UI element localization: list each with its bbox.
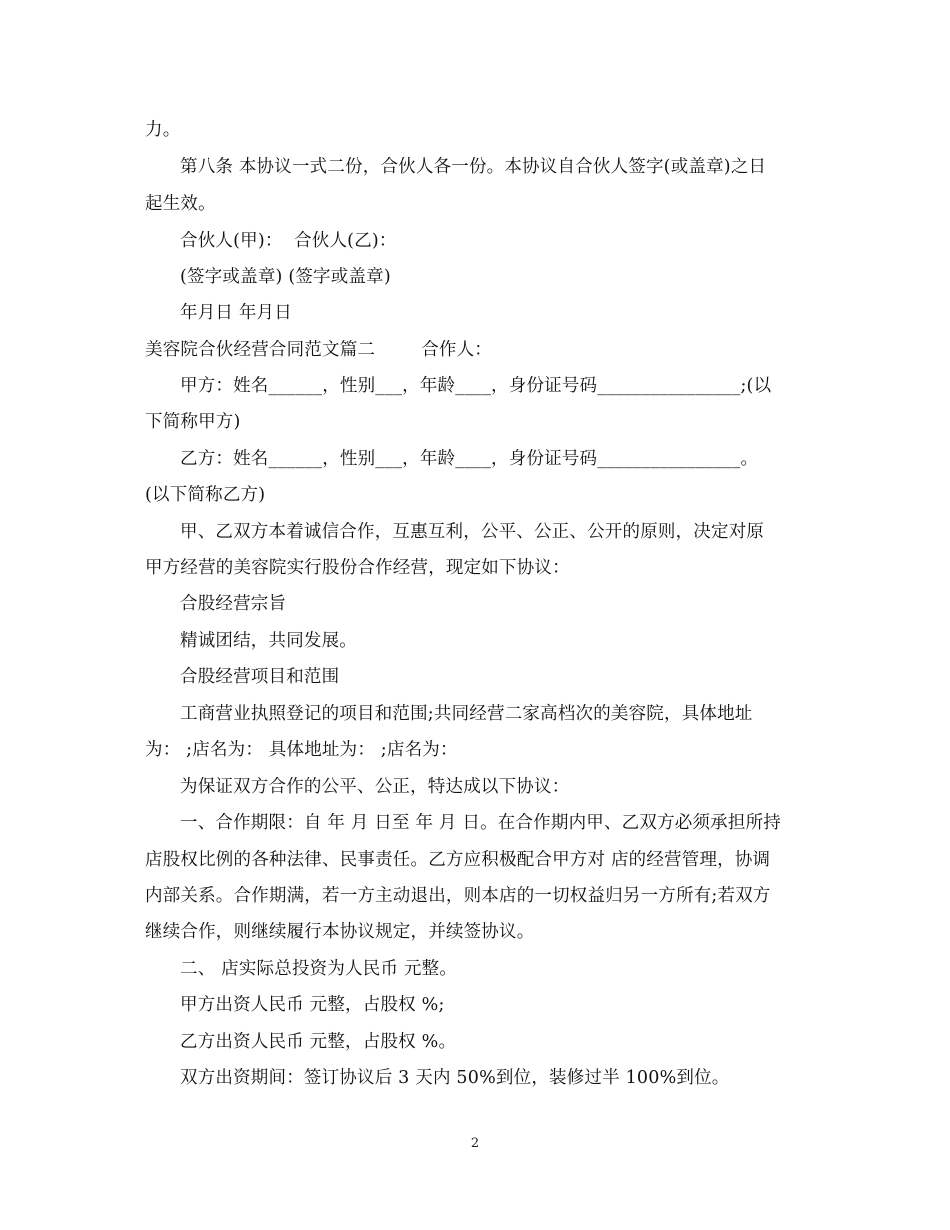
page-number: 2 xyxy=(470,1136,480,1151)
text-line: 双方出资期间：签订协议后 3 天内 50%到位，装修过半 100%到位。 xyxy=(180,1068,730,1088)
text-line: 为： ;店名为： 具体地址为： ;店名为： xyxy=(145,740,458,760)
text-line: (以下简称乙方) xyxy=(145,485,266,505)
text-line: 年月日 年月日 xyxy=(180,303,292,323)
text-line: 力。 xyxy=(145,120,181,140)
text-line: 为保证双方合作的公平、公正，特达成以下协议： xyxy=(180,777,570,797)
text-line: 起生效。 xyxy=(145,194,216,214)
text-line: 合股经营宗旨 xyxy=(180,594,287,614)
section-heading: 美容院合伙经营合同范文篇二 合作人： xyxy=(145,340,493,360)
text-line: 二、 店实际总投资为人民币 元整。 xyxy=(180,959,458,979)
text-line: 甲方经营的美容院实行股份合作经营，现定如下协议： xyxy=(145,558,570,578)
text-line: 合伙人(甲)： 合伙人(乙)： xyxy=(180,231,397,251)
text-line: 合股经营项目和范围 xyxy=(180,667,340,687)
text-line: 甲方出资人民币 元整，占股权 %; xyxy=(180,995,445,1015)
text-line: (签字或盖章) (签字或盖章) xyxy=(180,267,391,287)
text-line: 下简称甲方) xyxy=(145,412,241,432)
text-line: 乙方：姓名______，性别___，年龄____，身份证号码________________。 xyxy=(180,449,759,469)
text-line: 一、合作期限：自 年 月 日至 年 月 日。在合作期内甲、乙双方必须承担所持 xyxy=(180,813,781,833)
text-line: 内部关系。合作期满，若一方主动退出，则本店的一切权益归另一方所有;若双方 xyxy=(145,886,771,906)
text-line: 乙方出资人民币 元整，占股权 %。 xyxy=(180,1032,457,1052)
text-line: 甲方：姓名______，性别___，年龄____，身份证号码________________;(以 xyxy=(180,376,772,396)
text-line: 店股权比例的各种法律、民事责任。乙方应积极配合甲方对 店的经营管理，协调 xyxy=(145,850,771,870)
text-line: 第八条 本协议一式二份，合伙人各一份。本协议自合伙人签字(或盖章)之日 xyxy=(180,157,767,177)
text-line: 继续合作，则继续履行本协议规定，并续签协议。 xyxy=(145,922,535,942)
text-line: 精诚团结，共同发展。 xyxy=(180,631,357,651)
text-line: 甲、乙双方本着诚信合作，互惠互利，公平、公正、公开的原则，决定对原 xyxy=(180,522,765,542)
text-line: 工商营业执照登记的项目和范围;共同经营二家高档次的美容院，具体地址 xyxy=(180,704,753,724)
